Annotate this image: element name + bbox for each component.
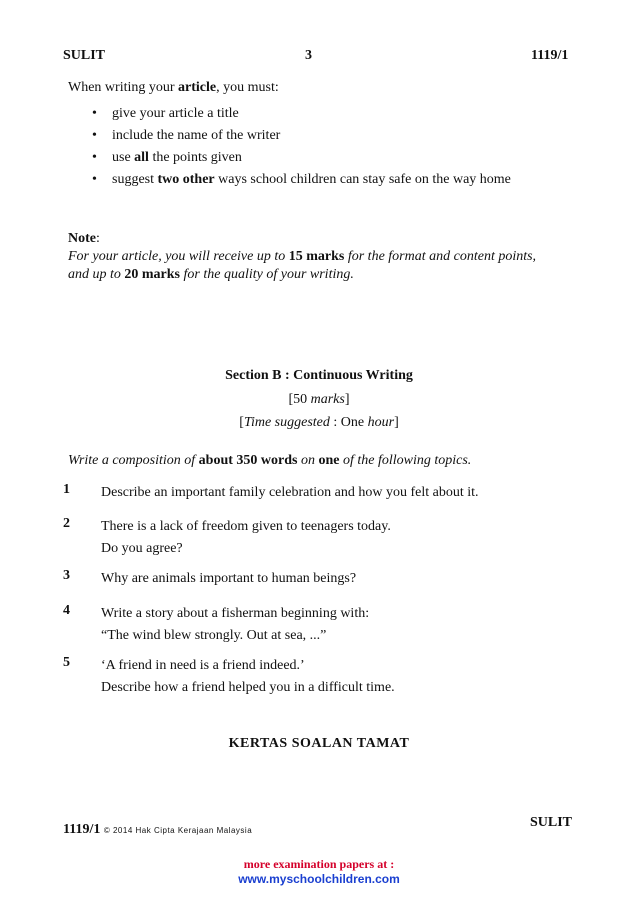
instr-text: of the following topics. bbox=[339, 453, 472, 468]
topic-text bbox=[101, 482, 621, 504]
topic-line: Describe how a friend helped you in a difficult time. bbox=[101, 680, 395, 695]
requirements-list bbox=[92, 106, 612, 194]
note-text: for the format and content points, bbox=[344, 249, 537, 264]
instr-bold: about 350 words bbox=[198, 453, 298, 468]
requirement-item bbox=[92, 128, 612, 150]
time-open: [ bbox=[239, 415, 244, 430]
section-b-time bbox=[0, 415, 638, 431]
time-hour: hour bbox=[367, 415, 395, 430]
marks-open: [50 bbox=[288, 392, 311, 407]
note-text: For your article, you will receive up to bbox=[68, 249, 289, 264]
req-text-end: ways school children can stay safe on the way home bbox=[214, 172, 511, 187]
instr-text: on bbox=[297, 453, 319, 468]
topic-line: There is a lack of freedom given to teenagers today. bbox=[101, 519, 391, 534]
topic-text bbox=[101, 516, 621, 560]
footer-copyright: © 2014 Hak Cipta Kerajaan Malaysia bbox=[103, 826, 253, 835]
intro-text-end: , you must: bbox=[216, 80, 279, 95]
topic-number: 1 bbox=[63, 482, 70, 497]
topic-line: “The wind blew strongly. Out at sea, ...” bbox=[101, 628, 327, 643]
topic-text bbox=[101, 655, 621, 699]
footer-code: 1119/1 bbox=[63, 822, 101, 837]
note-bold: 20 marks bbox=[124, 267, 181, 282]
instr-bold: one bbox=[318, 453, 340, 468]
footer-left bbox=[63, 822, 252, 838]
promo-line-1: more examination papers at : bbox=[243, 857, 395, 871]
topic-text bbox=[101, 568, 621, 590]
time-colon: : bbox=[329, 415, 341, 430]
end-of-paper-text: KERTAS SOALAN TAMAT bbox=[228, 736, 410, 751]
topic-number: 4 bbox=[63, 603, 70, 618]
req-text: include the name of the writer bbox=[112, 128, 281, 143]
requirement-item bbox=[92, 106, 612, 128]
marks-close: ] bbox=[344, 392, 350, 407]
topic-line: Why are animals important to human beings? bbox=[101, 571, 357, 586]
composition-instruction bbox=[68, 452, 471, 470]
topic-line: Write a story about a fisherman beginning with: bbox=[101, 606, 370, 621]
req-text: give your article a title bbox=[112, 106, 239, 121]
note-line-2 bbox=[68, 266, 613, 284]
note-text: for the quality of your writing. bbox=[180, 267, 354, 282]
time-plain: One bbox=[340, 415, 368, 430]
topic-number: 3 bbox=[63, 568, 70, 583]
intro-text: When writing your bbox=[68, 80, 179, 95]
page-number: 3 bbox=[305, 48, 312, 63]
header-sulit-left: SULIT bbox=[63, 48, 106, 63]
note-colon: : bbox=[96, 231, 100, 246]
section-b-title: Section B : Continuous Writing bbox=[225, 368, 413, 383]
paper-code-right: 1119/1 bbox=[531, 48, 569, 63]
promo-link[interactable]: www.myschoolchildren.com bbox=[238, 872, 400, 886]
note-label-text: Note bbox=[68, 231, 96, 246]
topic-number: 2 bbox=[63, 516, 70, 531]
note-label bbox=[68, 230, 100, 248]
req-text: use bbox=[112, 150, 135, 165]
instructions-intro bbox=[68, 79, 279, 97]
topic-line: ‘A friend in need is a friend indeed.’ bbox=[101, 658, 305, 673]
time-italic: Time suggested bbox=[243, 415, 330, 430]
instr-text: Write a composition of bbox=[68, 453, 199, 468]
req-bold: all bbox=[134, 150, 149, 165]
req-bold: two other bbox=[157, 172, 215, 187]
section-b-marks bbox=[0, 392, 638, 408]
note-line-1 bbox=[68, 248, 613, 266]
topic-text bbox=[101, 603, 621, 647]
intro-bold: article bbox=[178, 80, 217, 95]
topic-number: 5 bbox=[63, 655, 70, 670]
requirement-item bbox=[92, 150, 612, 172]
time-close: ] bbox=[394, 415, 399, 430]
req-text-end: the points given bbox=[148, 150, 242, 165]
topic-line: Do you agree? bbox=[101, 541, 183, 556]
marks-word: marks bbox=[310, 392, 345, 407]
footer-sulit-right: SULIT bbox=[530, 815, 573, 830]
requirement-item bbox=[92, 172, 612, 194]
note-bold: 15 marks bbox=[288, 249, 345, 264]
req-text: suggest bbox=[112, 172, 158, 187]
topic-line: Describe an important family celebration and how you felt about it. bbox=[101, 485, 479, 500]
note-text: and up to bbox=[68, 267, 125, 282]
